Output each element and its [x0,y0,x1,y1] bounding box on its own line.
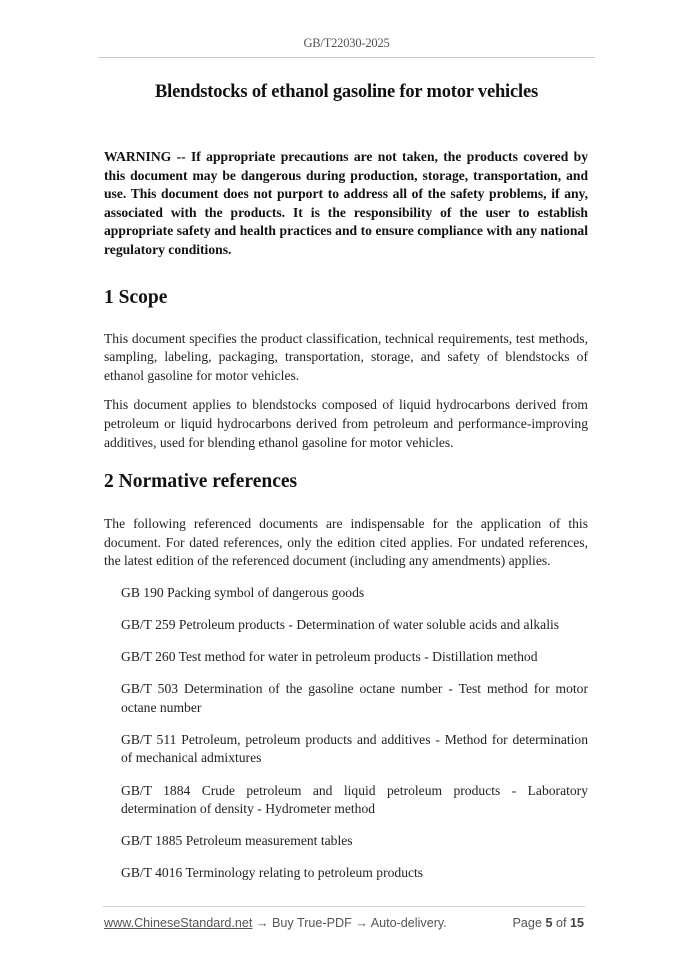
page-total: 15 [569,916,584,930]
reference-item: GB/T 1885 Petroleum measurement tables [121,833,353,849]
page-header: GB/T22030-2025 [303,36,390,50]
footer-promo-text: → Buy True-PDF → Auto-delivery. [252,916,447,930]
section-scope [104,286,588,453]
reference-item: GB/T 4016 Terminology relating to petroleum products [121,865,424,881]
reference-item: GB/T 260 Test method for water in petroleum products - Distillation method [121,649,538,665]
reference-item: GB/T 511 Petroleum, petroleum products and additives - Method for determination of mechanical admixtures [121,731,588,766]
section-normative-references [104,470,588,883]
reference-item: GB/T 259 Petroleum products - Determination of water soluble acids and alkalis [121,617,560,632]
reference-list [104,584,588,883]
page-of-label: of [555,916,567,930]
header-divider [98,57,595,58]
section-heading-normative-references: 2 Normative references [104,471,298,493]
document-body [104,148,588,896]
footer-promo [104,916,447,930]
scope-paragraph-2: This document applies to blendstocks composed of liquid hydrocarbons derived from petroleum or liquid hydrocarbons derived from petroleum and performance-improving additives, used for blending ethanol gasoline for motor vehicles. [104,397,588,450]
document-title: Blendstocks of ethanol gasoline for motor vehicles [155,82,538,102]
page-current: 5 [545,916,553,930]
references-intro: The following referenced documents are indispensable for the application of this document. For dated references, only the edition cited applies. For undated references, the latest edition of the referenced document (including any amendments) applies. [104,516,588,569]
page-number [513,916,584,930]
warning-notice: WARNING -- If appropriate precautions are not taken, the products covered by this document may be dangerous during production, storage, transportation, and use. This document does not purport to address all of the safety problems, if any, associated with the products. It is the responsibility of the user to establish appropriate safety and health practices and to ensure compliance with any national regulatory conditions. [104,149,588,257]
reference-item: GB/T 503 Determination of the gasoline octane number - Test method for motor octane number [121,681,588,715]
chinesestandard-link[interactable]: www.ChineseStandard.net [104,916,253,930]
page-footer [104,916,584,930]
page-label: Page [512,916,542,930]
footer-divider [103,906,585,907]
scope-paragraph-1: This document specifies the product classification, technical requirements, test methods, sampling, labeling, packaging, transportation, storage, and safety of blendstocks of ethanol gasoline for motor vehicles. [104,330,588,383]
reference-item: GB 190 Packing symbol of dangerous goods [121,584,365,600]
reference-item: GB/T 1884 Crude petroleum and liquid petroleum products - Laboratory determination of density - Hydrometer method [121,782,588,817]
section-heading-scope: 1 Scope [104,286,168,308]
